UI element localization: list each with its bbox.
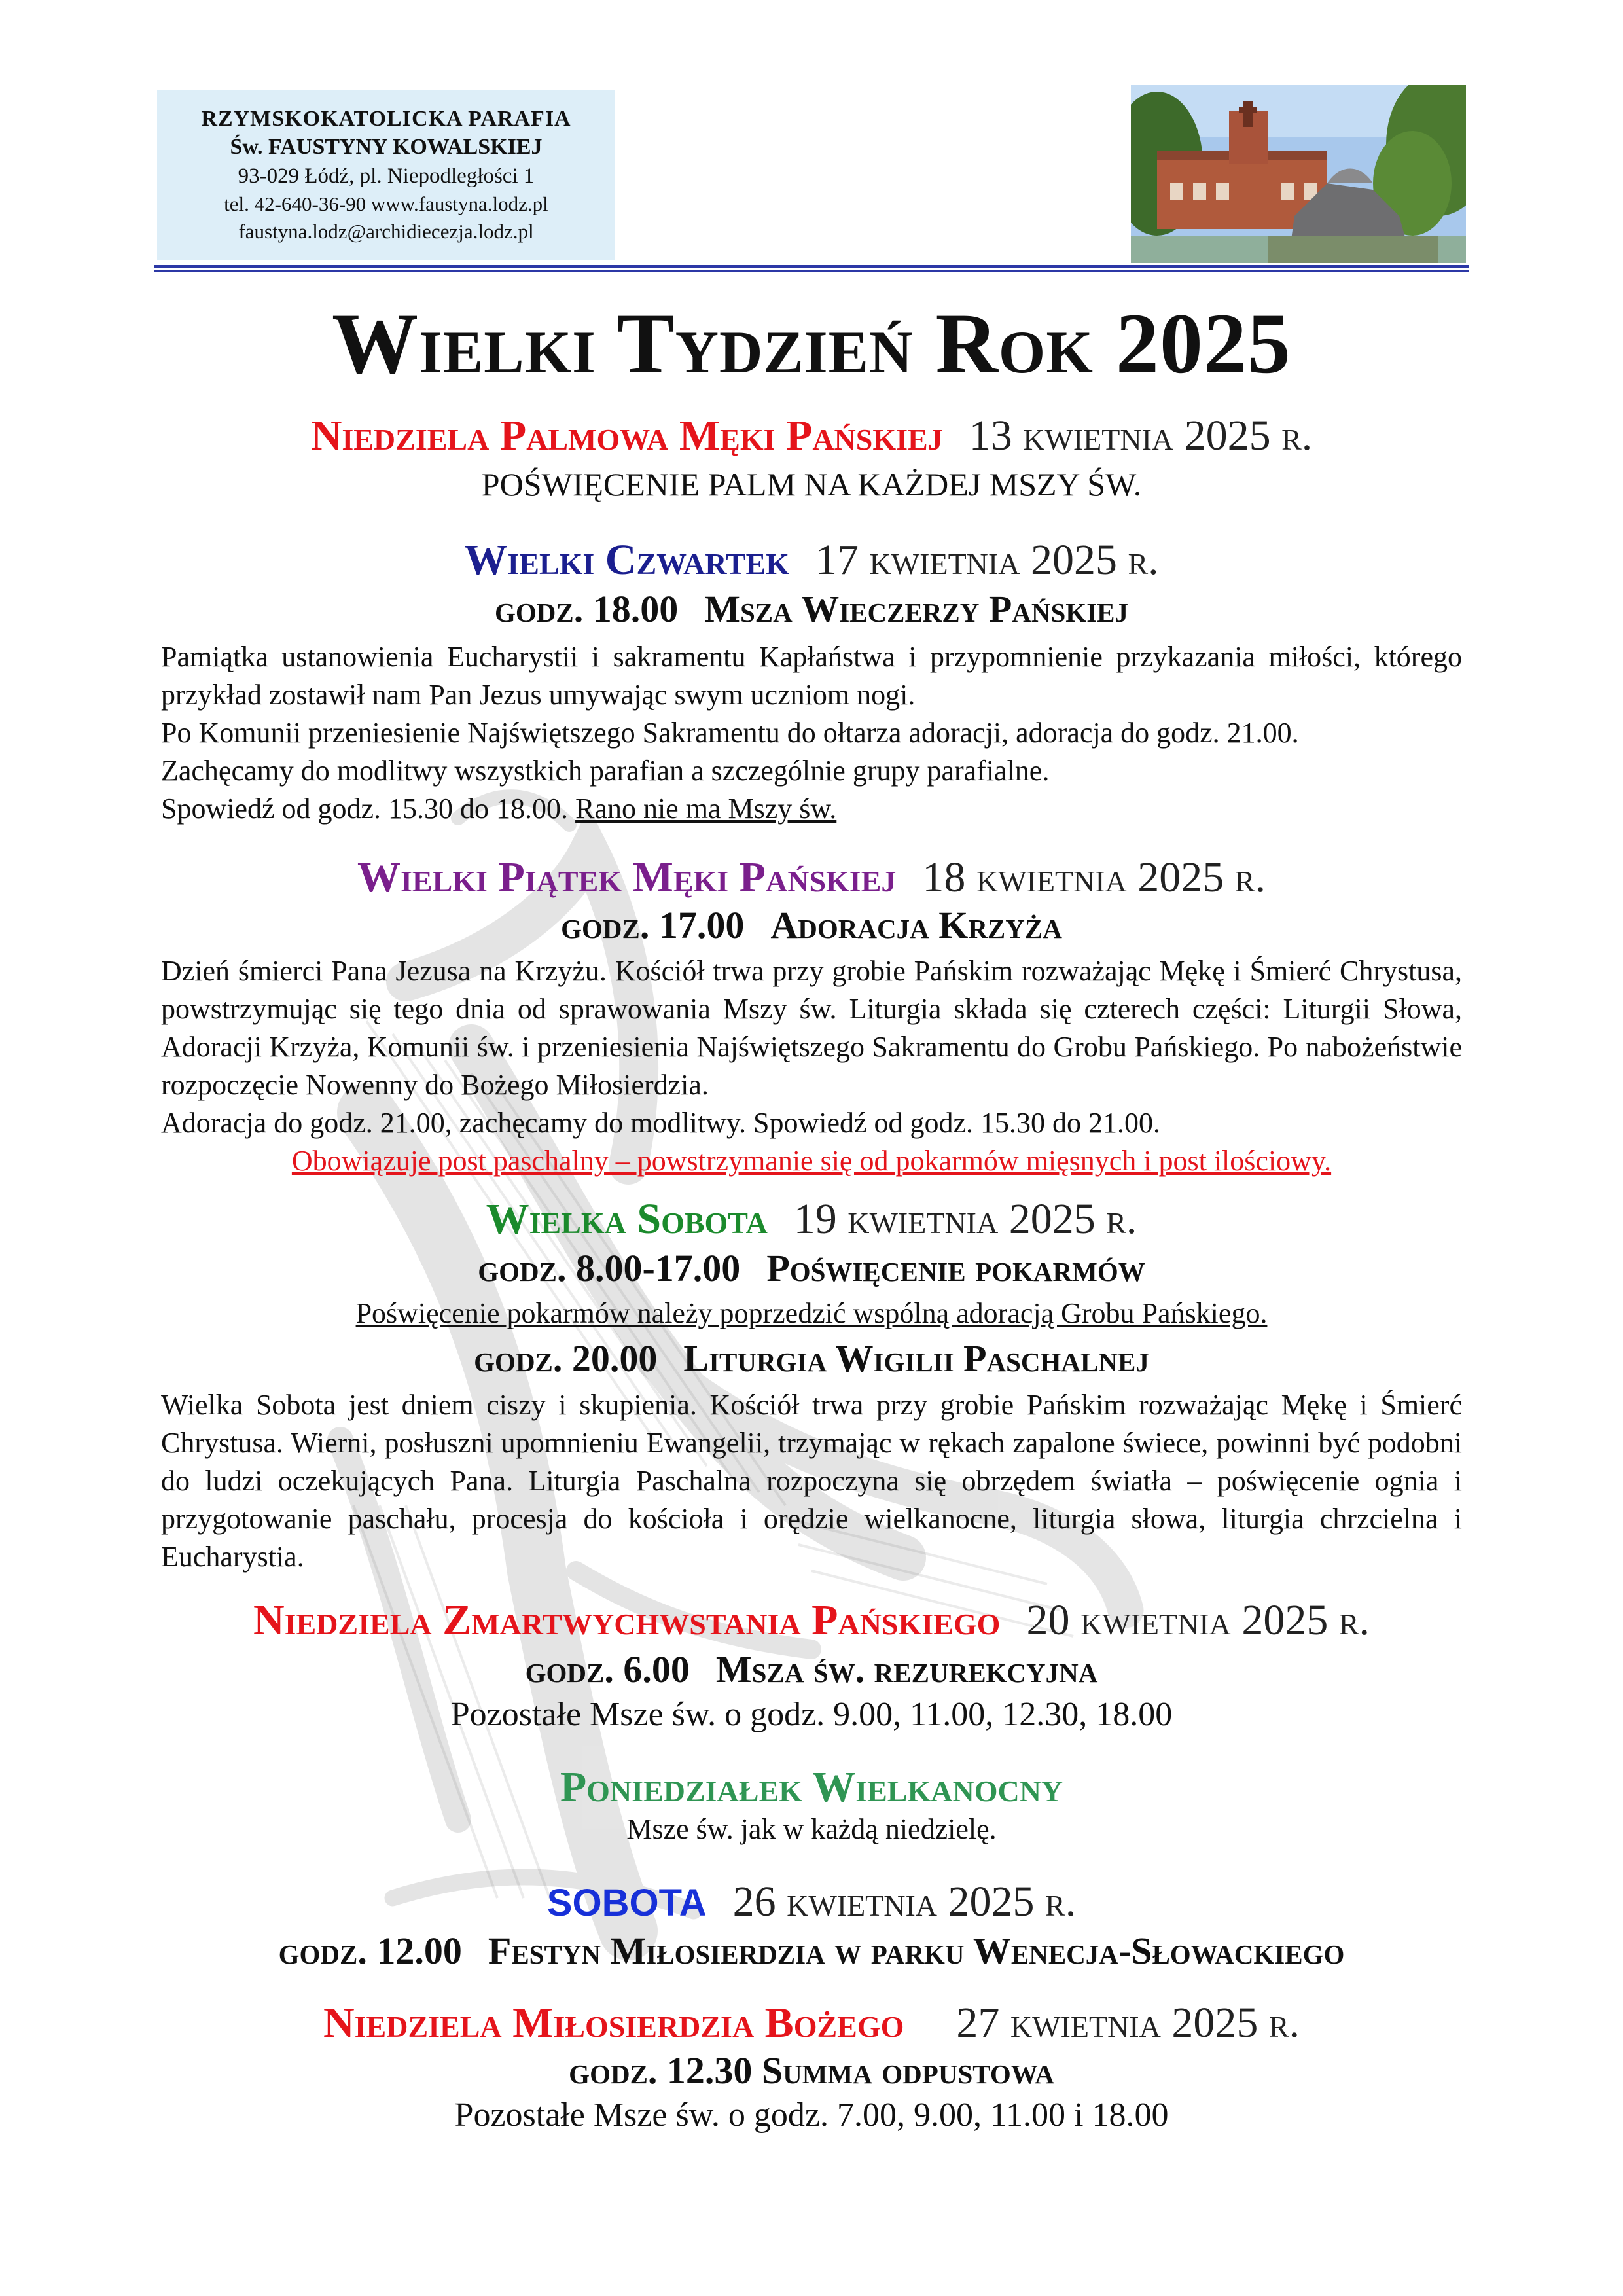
holy-saturday-event-1: Poświęcenie pokarmów bbox=[766, 1247, 1145, 1289]
parish-name: Św. FAUSTYNY KOWALSKIEJ bbox=[230, 135, 543, 159]
easter-sunday-heading bbox=[0, 1594, 1623, 1647]
good-friday-event: Adoracja Krzyża bbox=[770, 904, 1062, 946]
good-friday-adoration: Adoracja do godz. 21.00, zachęcamy do modlitwy. Spowiedź od godz. 15.30 do 21.00. bbox=[161, 1107, 1161, 1139]
holy-thursday-line-2: Po Komunii przeniesienie Najświętszego Sakramentu do ołtarza adoracji, adoracja do godz. 21.00. bbox=[161, 717, 1299, 749]
holy-saturday-text bbox=[161, 1386, 1462, 1576]
holy-thursday-heading bbox=[0, 533, 1623, 587]
holy-thursday-event: Msza Wieczerzy Pańskiej bbox=[704, 588, 1128, 630]
mercy-sunday-other-masses: Pozostałe Msze św. o godz. 7.00, 9.00, 11.00 i 18.00 bbox=[454, 2096, 1169, 2134]
holy-saturday-time-1: godz. 8.00-17.00 bbox=[478, 1247, 741, 1289]
holy-thursday-text bbox=[161, 638, 1462, 828]
holy-saturday-date: 19 kwietnia 2025 r. bbox=[793, 1195, 1137, 1243]
holy-thursday-line-1: Pamiątka ustanowienia Eucharystii i sakramentu Kapłaństwa i przypomnienie przykazania miłości, którego przykład zostawił nam Pan Jezus umywając swym uczniom nogi. bbox=[161, 641, 1462, 711]
mercy-sunday-event: Summa odpustowa bbox=[761, 2049, 1054, 2092]
holy-saturday-blessing bbox=[0, 1245, 1623, 1292]
saturday-event bbox=[0, 1928, 1623, 1975]
good-friday-date: 18 kwietnia 2025 r. bbox=[922, 853, 1266, 901]
saturday-time: godz. 12.00 bbox=[278, 1929, 462, 1972]
church-photo bbox=[1131, 85, 1466, 263]
saturday-heading bbox=[0, 1875, 1623, 1930]
holy-saturday-blessing-note: Poświęcenie pokarmów należy poprzedzić wspólną adoracją Grobu Pańskiego. bbox=[355, 1297, 1268, 1329]
holy-saturday-paragraph: Wielka Sobota jest dniem ciszy i skupienia. Kościół trwa przy grobie Pańskim rozważając Mękę i Śmierć Chrystusa. Wierni, posłuszni upomnieniu Ewangelii, trzymając w rękach zapalone świece, powinni być podobni do ludzi oczekujących Pana. Liturgia Paschalna rozpoczyna się obrzędem światła – poświęcenie ognia i przygotowanie paschału, procesja do kościoła i orędzie wielkanocne, liturgia słowa, liturgia chrzcielna i Eucharystia. bbox=[161, 1389, 1462, 1573]
palm-sunday-name: Niedziela Palmowa Męki Pańskiej bbox=[310, 412, 943, 459]
easter-sunday-service bbox=[0, 1646, 1623, 1693]
easter-monday-heading bbox=[0, 1761, 1623, 1814]
holy-thursday-line-3: Zachęcamy do modlitwy wszystkich parafian a szczególnie grupy parafialne. bbox=[161, 755, 1050, 787]
good-friday-name: Wielki Piątek Męki Pańskiej bbox=[357, 853, 897, 901]
holy-saturday-vigil bbox=[0, 1335, 1623, 1382]
holy-thursday-name: Wielki Czwartek bbox=[464, 536, 790, 584]
easter-sunday-time: godz. 6.00 bbox=[525, 1648, 690, 1691]
easter-monday-name: Poniedziałek Wielkanocny bbox=[560, 1763, 1063, 1811]
parish-header bbox=[157, 90, 615, 260]
mercy-sunday-service bbox=[0, 2047, 1623, 2094]
holy-saturday-name: Wielka Sobota bbox=[486, 1195, 768, 1243]
palm-sunday-date: 13 kwietnia 2025 r. bbox=[969, 412, 1313, 459]
easter-sunday-name: Niedziela Zmartwychwstania Pańskiego bbox=[253, 1596, 1001, 1644]
good-friday-heading bbox=[0, 851, 1623, 905]
holy-thursday-service bbox=[0, 586, 1623, 633]
parish-address: 93-029 Łódź, pl. Niepodległości 1 bbox=[238, 164, 535, 188]
header-divider bbox=[154, 265, 1469, 268]
good-friday-service bbox=[0, 902, 1623, 949]
saturday-event-name: Festyn Miłosierdzia w parku Wenecja-Słowackiego bbox=[488, 1929, 1345, 1972]
parish-type: RZYMSKOKATOLICKA PARAFIA bbox=[201, 107, 571, 131]
good-friday-text bbox=[161, 952, 1462, 1142]
good-friday-paragraph: Dzień śmierci Pana Jezusa na Krzyżu. Kościół trwa przy grobie Pańskim rozważając Mękę i Śmierć Chrystusa, powstrzymując się tego dnia od sprawowania Mszy św. Liturgia składa się czterech części: Liturgii Słowa, Adoracji Krzyża, Komunii św. i przeniesienia Najświętszego Sakramentu do Grobu Pańskiego. Po nabożeństwie rozpoczęcie Nowenny do Bożego Miłosierdzia. bbox=[161, 955, 1462, 1101]
easter-sunday-event: Msza św. rezurekcyjna bbox=[715, 1648, 1098, 1691]
saturday-date: 26 kwietnia 2025 r. bbox=[732, 1878, 1077, 1926]
mercy-sunday-name: Niedziela Miłosierdzia Bożego bbox=[323, 1999, 904, 2047]
holy-thursday-no-mass: Rano nie ma Mszy św. bbox=[575, 793, 837, 825]
parish-email: faustyna.lodz@archidiecezja.lodz.pl bbox=[238, 220, 534, 243]
mercy-sunday-date: 27 kwietnia 2025 r. bbox=[956, 1999, 1300, 2047]
holy-thursday-time: godz. 18.00 bbox=[494, 588, 679, 630]
holy-thursday-confession: Spowiedź od godz. 15.30 do 18.00. bbox=[161, 793, 569, 825]
palm-sunday-note: POŚWIĘCENIE PALM NA KAŻDEJ MSZY ŚW. bbox=[481, 466, 1142, 503]
holy-saturday-heading bbox=[0, 1193, 1623, 1246]
mercy-sunday-time: godz. 12.30 bbox=[569, 2049, 753, 2092]
palm-sunday-heading bbox=[0, 409, 1623, 463]
page-title: Wielki Tydzień Rok 2025 bbox=[332, 295, 1291, 391]
parish-phone-web: tel. 42-640-36-90 www.faustyna.lodz.pl bbox=[224, 192, 548, 215]
easter-monday-note: Msze św. jak w każdą niedzielę. bbox=[626, 1813, 997, 1845]
header-divider-thin bbox=[154, 270, 1469, 272]
mercy-sunday-heading bbox=[0, 1996, 1623, 2050]
holy-saturday-time-2: godz. 20.00 bbox=[474, 1337, 658, 1380]
holy-thursday-date: 17 kwietnia 2025 r. bbox=[815, 536, 1159, 584]
easter-sunday-other-masses: Pozostałe Msze św. o godz. 9.00, 11.00, 12.30, 18.00 bbox=[450, 1696, 1173, 1733]
good-friday-fast-note: Obowiązuje post paschalny – powstrzymanie się od pokarmów mięsnych i post ilościowy. bbox=[291, 1145, 1332, 1177]
good-friday-time: godz. 17.00 bbox=[561, 904, 745, 946]
easter-sunday-date: 20 kwietnia 2025 r. bbox=[1026, 1596, 1370, 1644]
holy-saturday-event-2: Liturgia Wigilii Paschalnej bbox=[683, 1337, 1149, 1380]
saturday-name: SOBOTA bbox=[546, 1882, 707, 1924]
